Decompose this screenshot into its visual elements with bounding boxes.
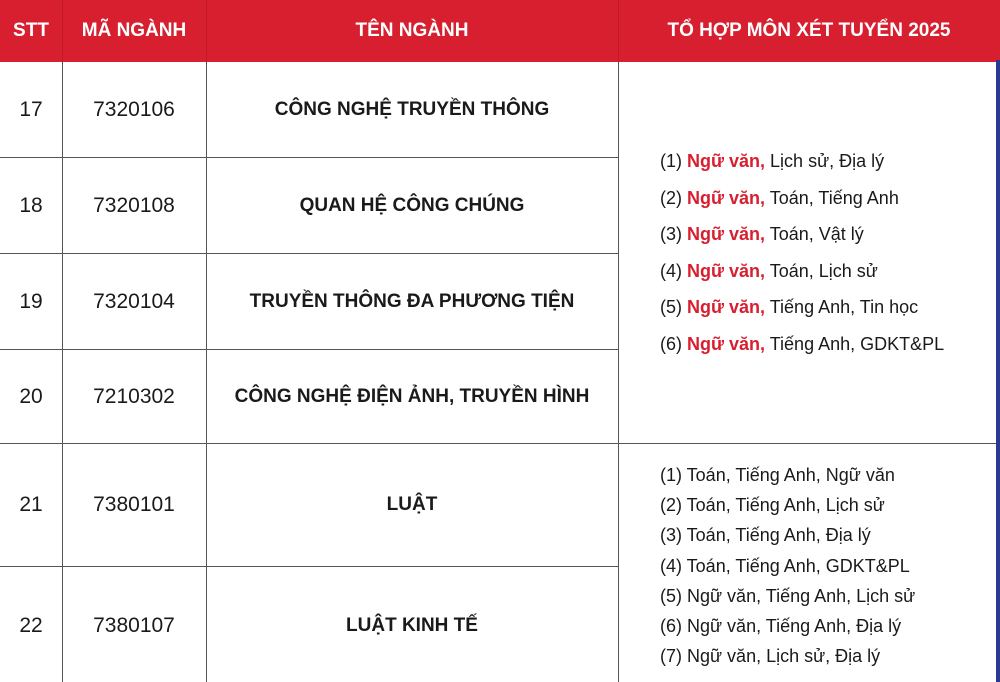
row-name: LUẬT	[386, 494, 438, 515]
row-stt: 18	[19, 193, 43, 217]
combo-item: (4) Toán, Tiếng Anh, GDKT&PL	[660, 555, 910, 576]
combo-item: (1) Toán, Tiếng Anh, Ngữ văn	[660, 465, 895, 485]
combo-item: (6) Ngữ văn, Tiếng Anh, Địa lý	[660, 616, 902, 637]
combo-item: (5) Ngữ văn, Tiếng Anh, Lịch sử	[660, 585, 916, 606]
combo-item: (1) Ngữ văn, Lịch sử, Địa lý	[660, 151, 885, 171]
row-code: 7380107	[93, 614, 175, 637]
row-name: LUẬT KINH TẾ	[346, 615, 478, 636]
table-header	[0, 0, 1000, 62]
row-code: 7380101	[93, 493, 175, 516]
row-stt: 20	[19, 384, 43, 408]
header-combo: TỔ HỢP MÔN XÉT TUYỂN 2025	[667, 20, 951, 41]
row-name: CÔNG NGHỆ ĐIỆN ẢNH, TRUYỀN HÌNH	[234, 385, 590, 407]
combo-item: (7) Ngữ văn, Lịch sử, Địa lý	[660, 646, 881, 667]
row-stt: 21	[19, 493, 43, 516]
row-stt: 17	[19, 97, 43, 121]
combo-item: (4) Ngữ văn, Toán, Lịch sử	[660, 260, 878, 281]
decorative-edge	[996, 60, 1000, 682]
combo-item: (6) Ngữ văn, Tiếng Anh, GDKT&PL	[660, 333, 945, 354]
combo-item: (5) Ngữ văn, Tiếng Anh, Tin học	[660, 297, 919, 317]
row-code: 7320104	[93, 289, 175, 313]
row-code: 7210302	[93, 384, 175, 408]
header-stt: STT	[13, 20, 49, 41]
header-name: TÊN NGÀNH	[355, 20, 469, 41]
combo-list-media	[660, 143, 944, 362]
header-code: MÃ NGÀNH	[81, 20, 187, 41]
combo-item: (3) Toán, Tiếng Anh, Địa lý	[660, 525, 871, 546]
row-stt: 19	[19, 289, 43, 313]
combo-item: (2) Ngữ văn, Toán, Tiếng Anh	[660, 187, 899, 208]
combo-list-law	[660, 460, 915, 671]
grid-line	[618, 62, 619, 682]
row-name: QUAN HỆ CÔNG CHÚNG	[299, 194, 525, 216]
row-code: 7320108	[93, 193, 175, 217]
combo-item: (3) Ngữ văn, Toán, Vật lý	[660, 224, 864, 244]
row-code: 7320106	[93, 97, 175, 121]
row-name: CÔNG NGHỆ TRUYỀN THÔNG	[274, 98, 550, 120]
row-name: TRUYỀN THÔNG ĐA PHƯƠNG TIỆN	[249, 290, 575, 312]
combo-item: (2) Toán, Tiếng Anh, Lịch sử	[660, 495, 885, 516]
row-stt: 22	[19, 614, 43, 637]
